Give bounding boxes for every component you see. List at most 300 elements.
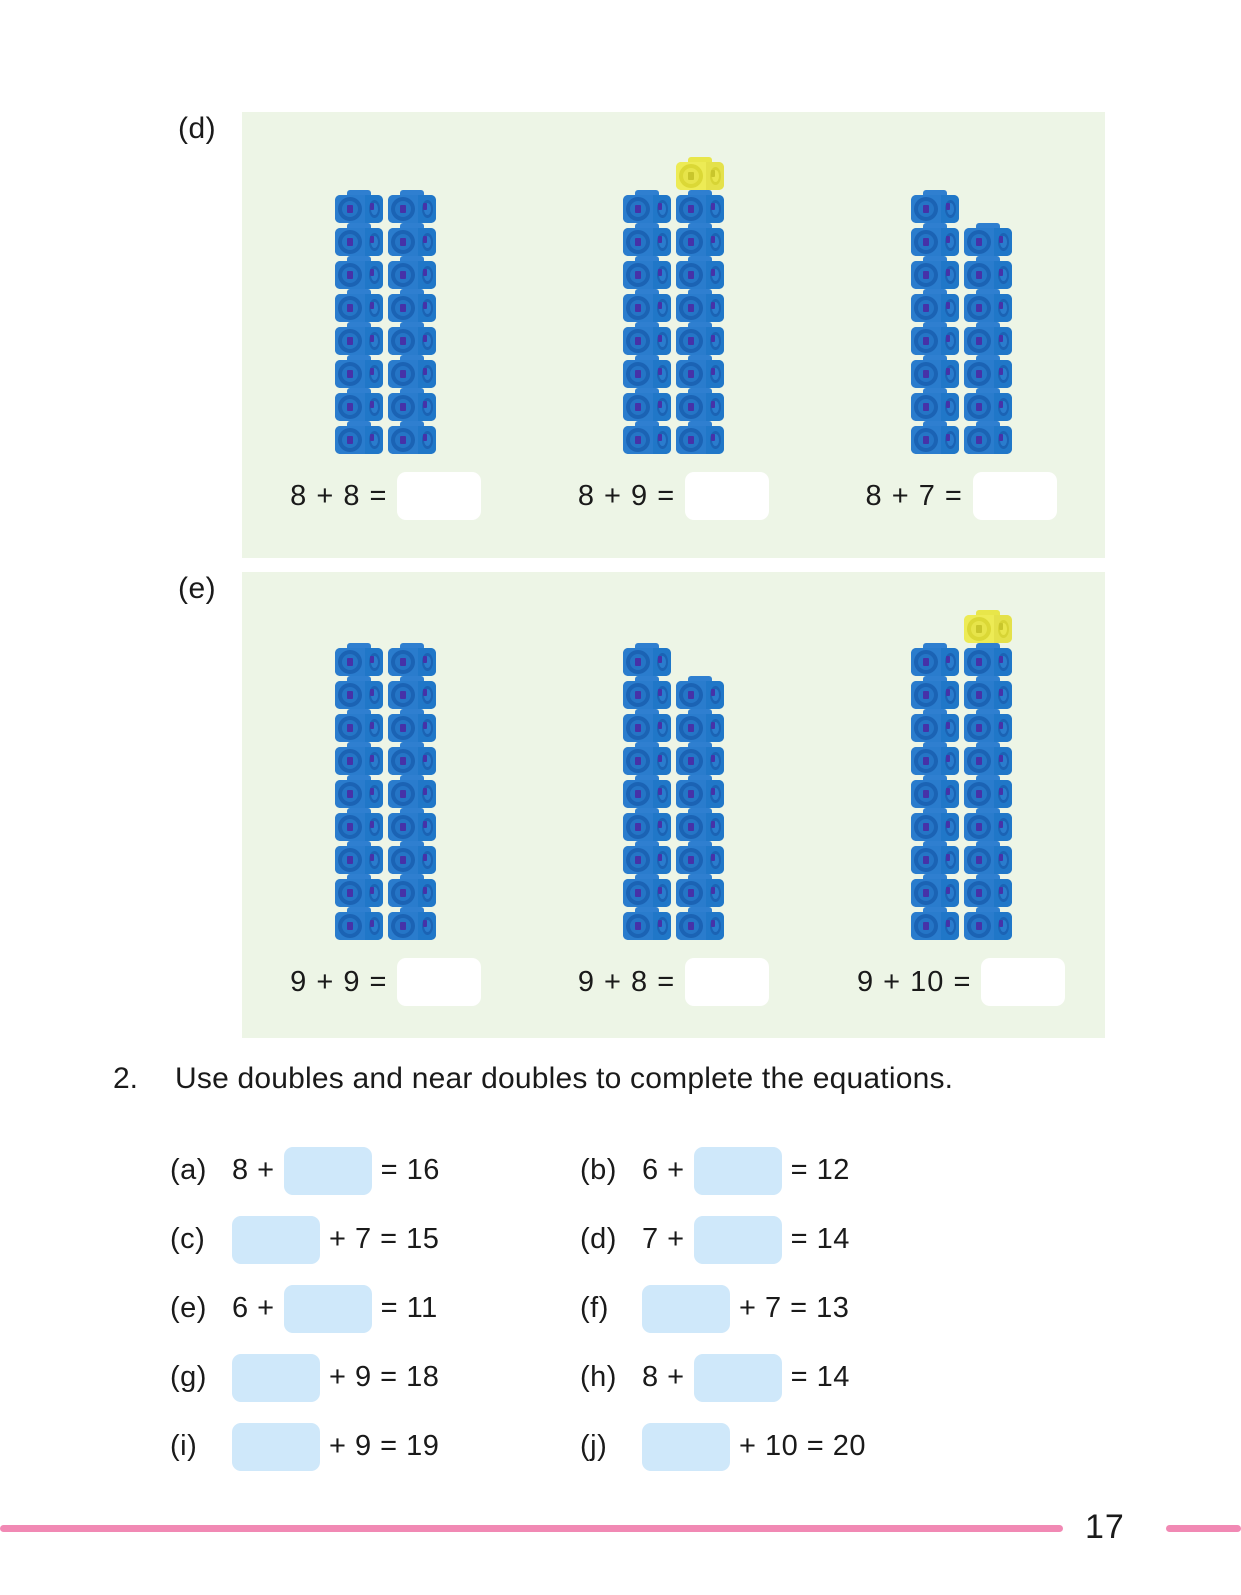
cube-face-right [418,879,436,907]
cube-face-left [676,846,706,874]
equation-operand-after: + 10 = 20 [739,1430,867,1462]
cube-face-left [623,426,653,454]
cube-face-right [994,327,1012,355]
blue-linking-cube [676,289,724,322]
cube-face-right [706,813,724,841]
cube-side-dot [999,623,1003,630]
answer-blank[interactable] [397,958,481,1006]
cube-face-left [911,294,941,322]
equation-item-b [580,1147,850,1195]
equation-row [170,1343,1070,1412]
answer-blank[interactable] [232,1216,320,1264]
cube-tower [911,190,959,454]
blue-linking-cube [623,874,671,907]
cube-tower [911,643,959,940]
blue-linking-cube [335,709,383,742]
blue-linking-cube [335,289,383,322]
cube-face-left [623,879,653,907]
cube-socket-dot [923,922,929,930]
cube-body [911,846,959,874]
cube-side-dot [999,434,1003,441]
cube-side-dot [658,689,662,696]
answer-blank[interactable] [981,958,1065,1006]
blue-linking-cube [676,355,724,388]
cube-side-dot [999,854,1003,861]
blue-linking-cube [964,841,1012,874]
equation-operand-before: 8 + [232,1154,275,1186]
blue-linking-cube [388,874,436,907]
cube-tower [676,676,724,940]
cube-socket-dot [635,757,641,765]
cube-towers [335,643,436,940]
equation-expression [232,1216,439,1264]
blue-linking-cube [335,841,383,874]
cube-face-left [388,681,418,709]
cube-side-dot [946,401,950,408]
cube-face-left [388,360,418,388]
cube-towers [623,157,724,454]
cube-tower [623,643,671,940]
cube-face-left [964,294,994,322]
cube-body [388,912,436,940]
cube-socket-dot [347,370,353,378]
cube-face-right [365,393,383,421]
cube-socket-dot [347,856,353,864]
cube-side-dot [946,821,950,828]
cube-side-dot [658,656,662,663]
cube-body [676,681,724,709]
blue-linking-cube [911,256,959,289]
equation-item-label: (b) [580,1154,617,1186]
cube-face-left [676,780,706,808]
cube-face-right [706,261,724,289]
cube-face-right [365,228,383,256]
cube-face-right [653,714,671,742]
cube-face-right [941,780,959,808]
cube-body [676,813,724,841]
blue-linking-cube [676,874,724,907]
answer-blank[interactable] [694,1147,782,1195]
cube-body [623,846,671,874]
cube-side-dot [946,302,950,309]
cube-equation-group [242,572,530,1038]
cube-socket-dot [635,205,641,213]
cube-face-right [706,681,724,709]
cube-socket-dot [688,271,694,279]
cube-face-left [676,813,706,841]
equation-operand-after: = 16 [380,1154,440,1186]
cube-face-left [911,648,941,676]
cube-body [676,162,724,190]
cube-socket-dot [976,658,982,666]
blue-linking-cube [911,841,959,874]
cube-side-dot [946,854,950,861]
cube-face-right [706,393,724,421]
cube-body [335,393,383,421]
blue-linking-cube [964,421,1012,454]
equation-item-label: (d) [580,1223,617,1255]
blue-linking-cube [335,322,383,355]
cube-body [335,879,383,907]
cube-tower [335,643,383,940]
cube-face-right [653,426,671,454]
cube-face-left [964,846,994,874]
cube-socket-dot [400,856,406,864]
cube-face-left [623,360,653,388]
cube-body [676,228,724,256]
cube-face-left [335,747,365,775]
cube-body [388,780,436,808]
cube-face-right [994,912,1012,940]
cube-socket-dot [347,724,353,732]
cube-side-dot [370,887,374,894]
cube-face-left [911,261,941,289]
cube-face-left [335,648,365,676]
cube-side-dot [658,755,662,762]
panel-e-body [242,572,1105,1038]
answer-blank[interactable] [284,1285,372,1333]
cube-body [388,714,436,742]
equation-expression [232,1354,439,1402]
cube-face-left [623,393,653,421]
cube-body [388,360,436,388]
cube-face-left [964,393,994,421]
cube-side-dot [658,236,662,243]
answer-blank[interactable] [642,1423,730,1471]
cube-socket-dot [400,922,406,930]
cube-side-dot [423,269,427,276]
cube-socket-dot [923,337,929,345]
cube-face-right [994,813,1012,841]
cube-tower [335,190,383,454]
blue-linking-cube [964,742,1012,775]
equation-expression [642,1354,850,1402]
cube-body [964,879,1012,907]
cube-face-right [994,879,1012,907]
cube-body [964,714,1012,742]
question-2-header [113,1062,1113,1096]
blue-linking-cube [623,808,671,841]
cube-body [964,393,1012,421]
cube-face-right [653,648,671,676]
equation-expression [232,1423,439,1471]
question-2-equation-grid [170,1136,1070,1481]
cube-body [335,294,383,322]
cube-face-left [676,360,706,388]
blue-linking-cube [911,388,959,421]
cube-face-left [911,780,941,808]
cube-face-left [335,912,365,940]
cube-socket-dot [400,370,406,378]
answer-blank[interactable] [284,1147,372,1195]
cube-body [911,327,959,355]
cube-face-right [418,393,436,421]
answer-blank[interactable] [685,472,769,520]
cube-body [335,813,383,841]
blue-linking-cube [623,256,671,289]
cube-side-dot [370,821,374,828]
cube-side-dot [423,335,427,342]
blue-linking-cube [335,874,383,907]
cube-side-dot [946,203,950,210]
cube-socket-dot [923,823,929,831]
cube-face-right [365,780,383,808]
cube-body [676,327,724,355]
cube-body [623,681,671,709]
cube-face-right [653,879,671,907]
cube-face-left [335,846,365,874]
cube-side-dot [999,236,1003,243]
cube-face-left [911,426,941,454]
cube-body [335,912,383,940]
cube-body [676,426,724,454]
blue-linking-cube [911,322,959,355]
cube-side-dot [999,335,1003,342]
cube-socket-dot [688,238,694,246]
equation-operand-after: = 11 [380,1292,438,1324]
cube-towers [335,190,436,454]
cube-face-right [941,813,959,841]
cube-face-left [964,426,994,454]
cube-socket-dot [400,271,406,279]
cube-side-dot [370,656,374,663]
cube-body [964,780,1012,808]
blue-linking-cube [623,190,671,223]
blue-linking-cube [964,808,1012,841]
equation-item-label: (i) [170,1430,198,1462]
cube-side-dot [423,368,427,375]
blue-linking-cube [911,808,959,841]
cube-body [964,327,1012,355]
cube-socket-dot [976,823,982,831]
equation-item-h [580,1354,850,1402]
blue-linking-cube [911,676,959,709]
cube-face-left [964,327,994,355]
blue-linking-cube [388,676,436,709]
cube-socket-dot [688,691,694,699]
cube-face-right [706,426,724,454]
cube-body [911,714,959,742]
cube-side-dot [999,269,1003,276]
cube-socket-dot [923,403,929,411]
cube-face-right [706,714,724,742]
blue-linking-cube [388,907,436,940]
cube-socket-dot [347,436,353,444]
cube-body [388,681,436,709]
cube-face-right [941,681,959,709]
cube-socket-dot [688,370,694,378]
cube-side-dot [658,335,662,342]
cube-equation-group [817,572,1105,1038]
cube-face-left [676,879,706,907]
cube-socket-dot [635,691,641,699]
cube-face-left [676,912,706,940]
blue-linking-cube [623,289,671,322]
cube-body [964,261,1012,289]
cube-face-left [388,228,418,256]
cube-face-right [941,714,959,742]
cube-face-left [335,879,365,907]
blue-linking-cube [335,676,383,709]
blue-linking-cube [623,709,671,742]
cube-body [335,360,383,388]
cube-side-dot [711,821,715,828]
cube-face-right [994,780,1012,808]
blue-linking-cube [911,709,959,742]
cube-face-left [623,780,653,808]
answer-blank[interactable] [694,1216,782,1264]
cube-socket-dot [923,304,929,312]
exercise-panel-e [170,572,1105,1038]
cube-face-left [335,780,365,808]
equation-line [290,958,481,1006]
cube-face-left [911,813,941,841]
cube-side-dot [946,236,950,243]
cube-face-left [676,228,706,256]
cube-face-right [706,912,724,940]
cube-socket-dot [347,238,353,246]
answer-blank[interactable] [232,1423,320,1471]
cube-body [676,780,724,808]
panel-letter-d: (d) [178,112,217,145]
cube-face-left [676,426,706,454]
cube-face-right [994,426,1012,454]
cube-body [388,393,436,421]
panel-d-body [242,112,1105,558]
cube-body [623,426,671,454]
cube-side-dot [946,722,950,729]
equation-row [170,1205,1070,1274]
cube-side-dot [423,302,427,309]
cube-side-dot [946,788,950,795]
blue-linking-cube [335,190,383,223]
blue-linking-cube [911,775,959,808]
cube-side-dot [658,821,662,828]
blue-linking-cube [964,256,1012,289]
cube-side-dot [370,788,374,795]
equation-operand-before: 6 + [642,1154,685,1186]
cube-socket-dot [976,889,982,897]
cube-face-right [653,681,671,709]
blue-linking-cube [388,256,436,289]
cube-socket-dot [400,436,406,444]
cube-side-dot [999,920,1003,927]
cube-side-dot [946,269,950,276]
blue-linking-cube [911,355,959,388]
cube-face-left [676,681,706,709]
cube-side-dot [711,335,715,342]
cube-face-right [653,846,671,874]
cube-face-right [653,228,671,256]
cube-face-left [964,648,994,676]
blue-linking-cube [388,223,436,256]
cube-socket-dot [635,370,641,378]
cube-side-dot [711,755,715,762]
answer-blank[interactable] [973,472,1057,520]
blue-linking-cube [623,421,671,454]
equation-row [170,1136,1070,1205]
cube-body [388,846,436,874]
equation-line [578,958,769,1006]
cube-side-dot [423,854,427,861]
cube-face-left [964,261,994,289]
cube-face-left [911,360,941,388]
cube-body [676,879,724,907]
cube-side-dot [711,401,715,408]
answer-blank[interactable] [232,1354,320,1402]
cube-side-dot [423,434,427,441]
cube-face-left [388,714,418,742]
cube-face-left [911,327,941,355]
blue-linking-cube [335,775,383,808]
cube-socket-dot [923,790,929,798]
cube-face-left [911,747,941,775]
cube-face-right [941,393,959,421]
cube-side-dot [999,887,1003,894]
cube-face-right [941,846,959,874]
equation-operand-before: 6 + [232,1292,275,1324]
blue-linking-cube [388,709,436,742]
cube-side-dot [370,920,374,927]
equation-line [290,472,481,520]
blue-linking-cube [335,421,383,454]
cube-face-right [653,261,671,289]
answer-blank[interactable] [642,1285,730,1333]
cube-socket-dot [688,823,694,831]
cube-body [911,681,959,709]
cube-equation-group [530,112,818,558]
equation-item-label: (c) [170,1223,206,1255]
cube-socket-dot [635,238,641,246]
blue-linking-cube [964,907,1012,940]
cube-side-dot [999,788,1003,795]
cube-socket-dot [635,337,641,345]
answer-blank[interactable] [397,472,481,520]
cube-face-right [706,360,724,388]
cube-face-right [653,393,671,421]
cube-side-dot [946,689,950,696]
equation-item-label: (f) [580,1292,609,1324]
cube-face-left [335,714,365,742]
cube-socket-dot [976,922,982,930]
cube-side-dot [423,689,427,696]
cube-socket-dot [635,856,641,864]
cube-face-right [994,747,1012,775]
equation-expression: 9 + 10 = [856,965,972,998]
cube-socket-dot [635,304,641,312]
cube-socket-dot [400,823,406,831]
cube-side-dot [423,755,427,762]
blue-linking-cube [388,643,436,676]
cube-socket-dot [976,757,982,765]
blue-linking-cube [388,775,436,808]
cube-side-dot [658,203,662,210]
equation-expression [232,1147,440,1195]
answer-blank[interactable] [694,1354,782,1402]
cube-face-right [653,360,671,388]
equation-item-label: (j) [580,1430,608,1462]
cube-body [911,360,959,388]
cube-body [335,327,383,355]
answer-blank[interactable] [685,958,769,1006]
cube-face-left [388,648,418,676]
equation-operand-after: = 14 [790,1223,850,1255]
cube-face-right [941,879,959,907]
equation-item-a [170,1147,580,1195]
cube-face-right [365,648,383,676]
equation-item-e [170,1285,580,1333]
yellow-linking-cube [676,157,724,190]
